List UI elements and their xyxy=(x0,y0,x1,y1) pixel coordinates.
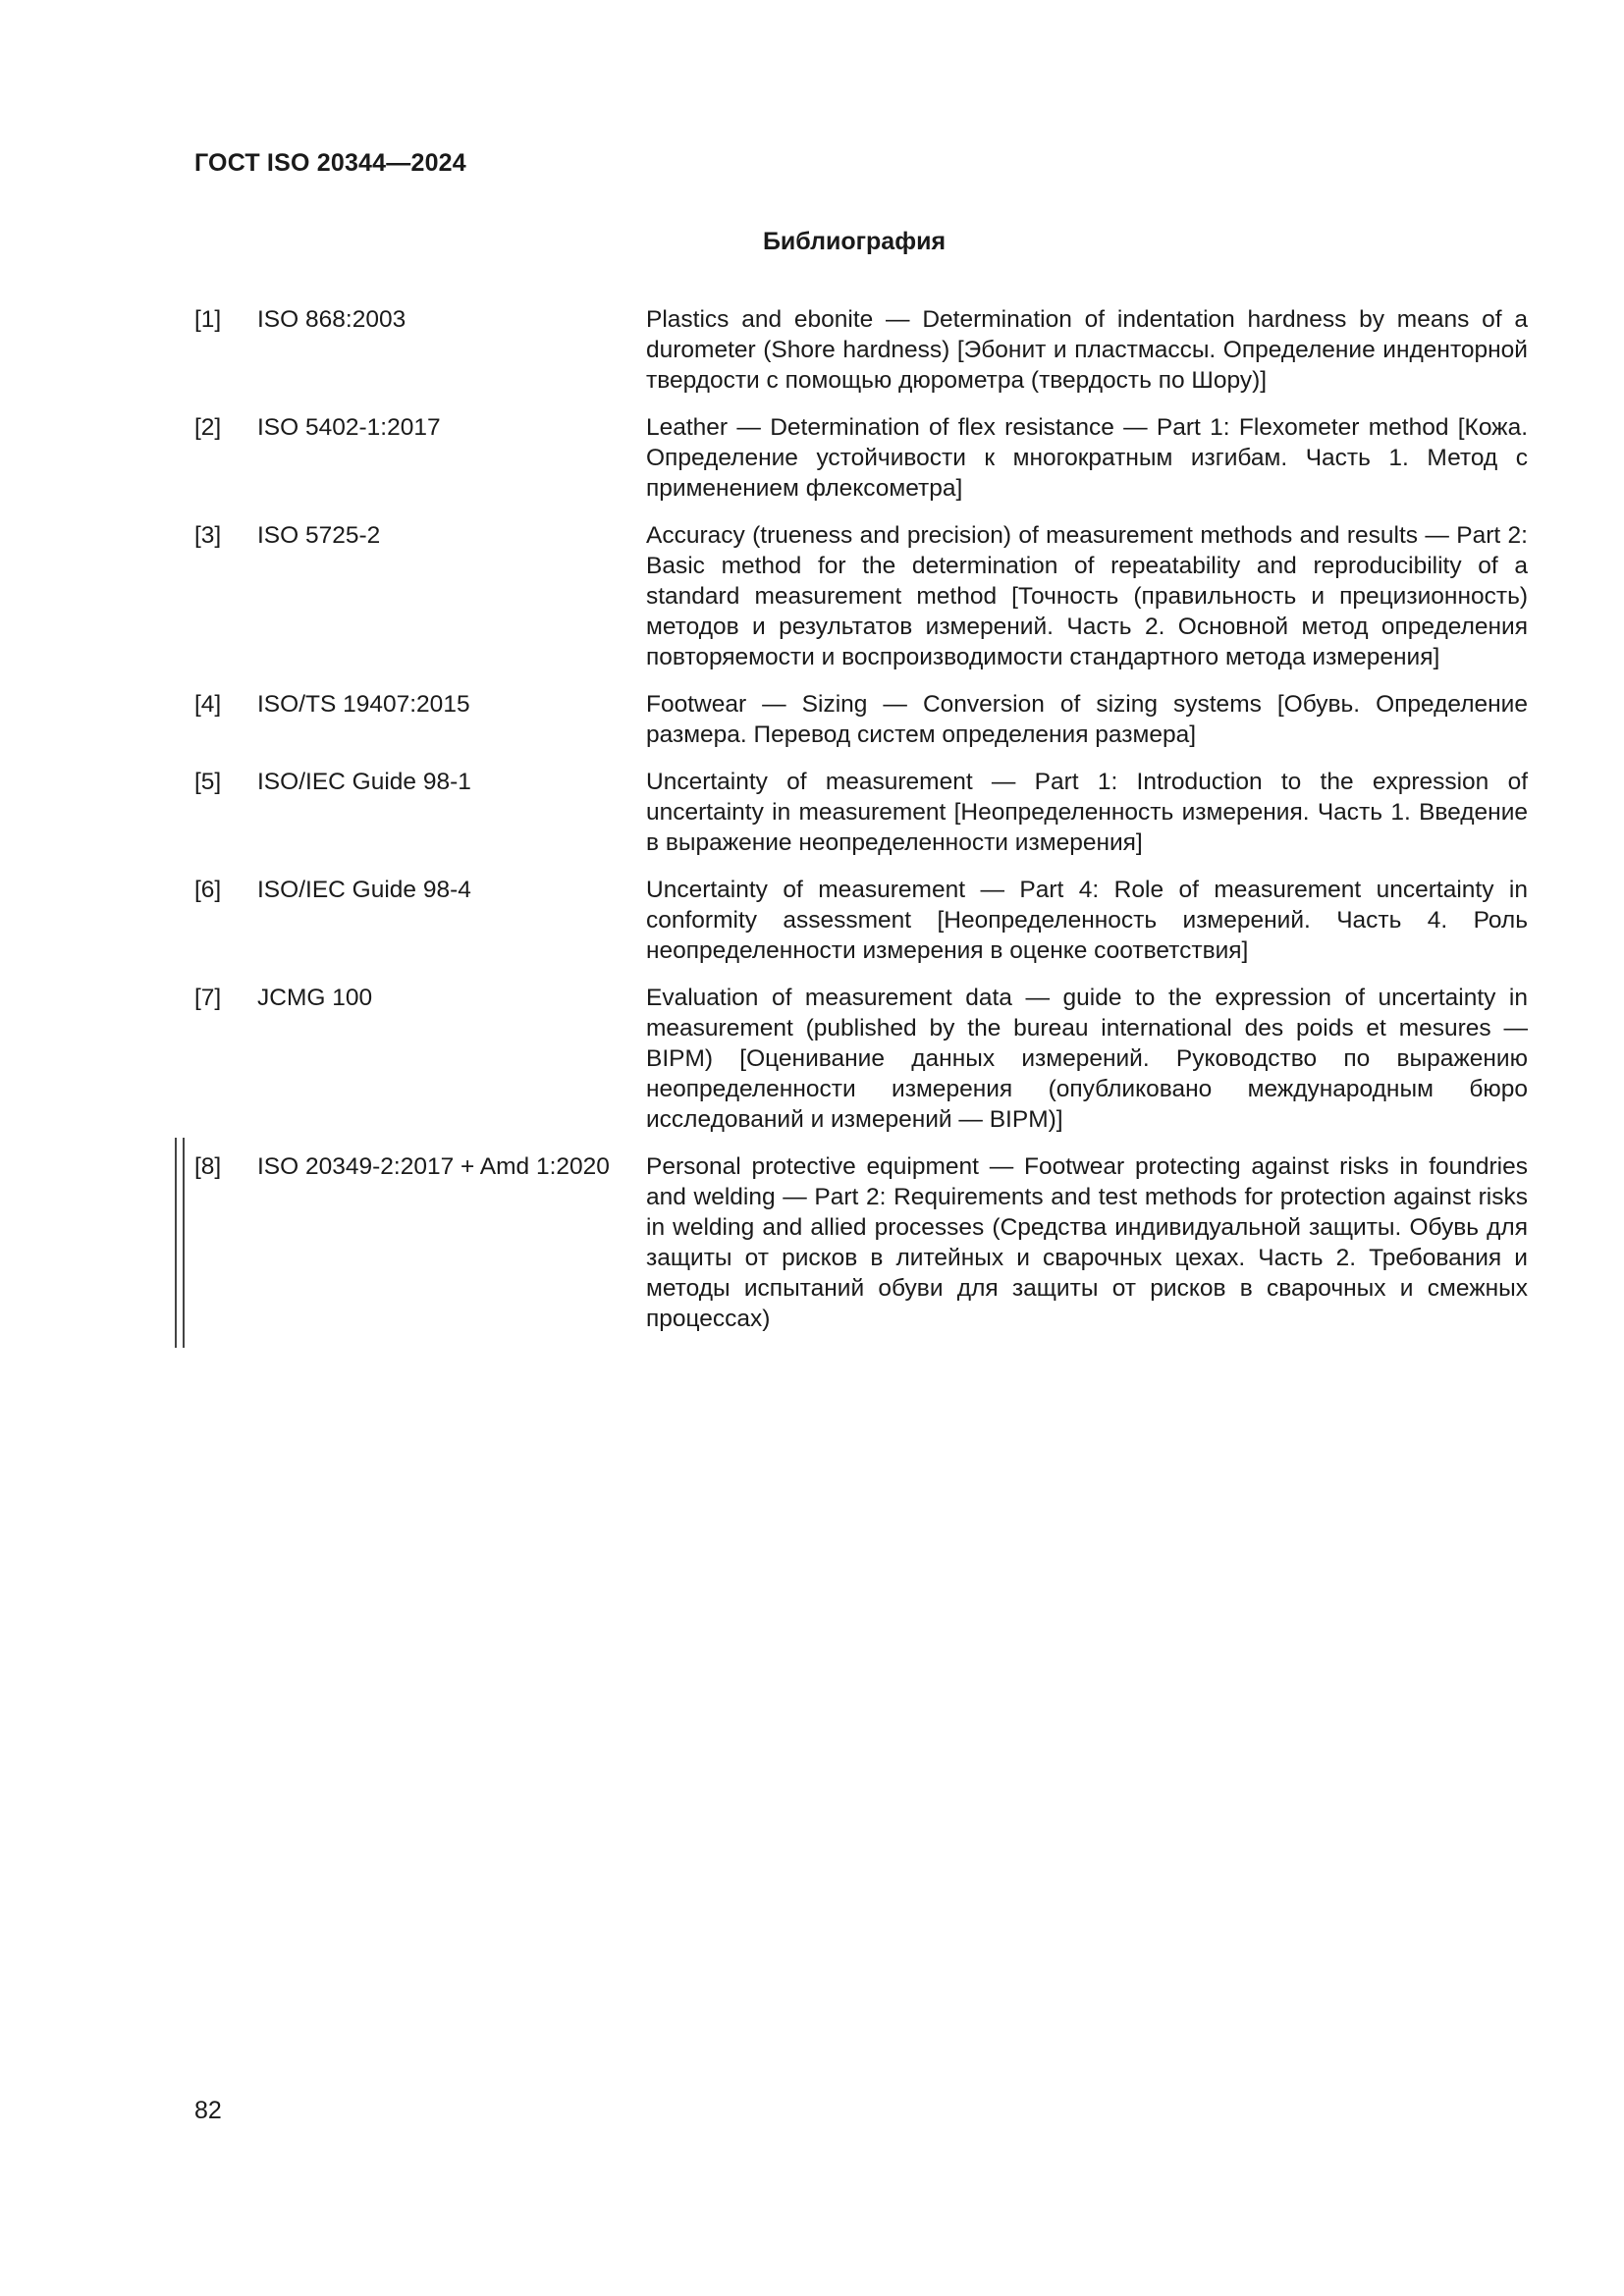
bibliography-entry xyxy=(194,983,1528,1135)
entry-number: [7] xyxy=(194,985,222,1011)
entry-code: ISO 868:2003 xyxy=(257,306,406,333)
entry-code: ISO/TS 19407:2015 xyxy=(257,691,470,718)
entry-title: Accuracy (trueness and precision) of measurement methods and results — Part 2: Basic method for the determination of repeatability and reproducibility of a standard measurement method [Точность (правильность и прецизионность) методов и результатов измерений. Часть 2. Основной метод определения повторяемости и воспроизводимости стандартного метода измерения] xyxy=(646,522,1528,670)
bibliography-entry xyxy=(194,412,1528,504)
entry-number: [4] xyxy=(194,691,222,718)
page-number: 82 xyxy=(194,2097,222,2124)
bibliography-entry xyxy=(194,875,1528,966)
entry-number: [3] xyxy=(194,522,222,549)
entry-number: [6] xyxy=(194,877,222,903)
entry-title: Uncertainty of measurement — Part 1: Introduction to the expression of uncertainty in measurement [Неопределенность измерения. Часть 1. Введение в выражение неопределенности измерения] xyxy=(646,769,1528,856)
entry-code: JCMG 100 xyxy=(257,985,373,1011)
entry-code: ISO 5725-2 xyxy=(257,522,381,549)
change-marker-bar xyxy=(175,1138,185,1348)
entry-title: Plastics and ebonite — Determination of indentation hardness by means of a durometer (Shore hardness) [Эбонит и пластмассы. Определение инденторной твердости с помощью дюрометра (твердость по Шору)] xyxy=(646,306,1528,394)
bibliography-entry xyxy=(194,767,1528,858)
entry-code: ISO/IEC Guide 98-1 xyxy=(257,769,471,795)
entry-title: Personal protective equipment — Footwear protecting against risks in foundries and welding — Part 2: Requirements and test methods for protection against risks in welding and allied processes (Средства индивидуальной защиты. Обувь для защиты от рисков в литейных и сварочных цехах. Часть 2. Требования и методы испытаний обуви для защиты от рисков в сварочных и смежных процессах) xyxy=(646,1153,1528,1332)
entry-number: [2] xyxy=(194,414,222,441)
entry-title: Leather — Determination of flex resistance — Part 1: Flexometer method [Кожа. Определение устойчивости к многократным изгибам. Часть 1. Метод с применением флексометра] xyxy=(646,414,1528,502)
entry-title: Uncertainty of measurement — Part 4: Role of measurement uncertainty in conformity assessment [Неопределенность измерений. Часть 4. Роль неопределенности измерения в оценке соответствия] xyxy=(646,877,1528,964)
bibliography-list xyxy=(194,304,1528,1351)
entry-number: [5] xyxy=(194,769,222,795)
bibliography-entry xyxy=(194,304,1528,396)
bibliography-entry xyxy=(194,520,1528,672)
entry-number: [1] xyxy=(194,306,222,333)
document-header: ГОСТ ISO 20344—2024 xyxy=(194,149,466,177)
entry-code: ISO 20349-2:2017 + Amd 1:2020 xyxy=(257,1153,610,1180)
section-title: Библиография xyxy=(762,228,947,255)
entry-title: Footwear — Sizing — Conversion of sizing systems [Обувь. Определение размера. Перевод систем определения размера] xyxy=(646,691,1528,748)
bibliography-entry xyxy=(194,689,1528,750)
bibliography-entry-amended xyxy=(194,1151,1528,1334)
entry-code: ISO 5402-1:2017 xyxy=(257,414,441,441)
entry-title: Evaluation of measurement data — guide to the expression of uncertainty in measurement (published by the bureau international des poids et mesures — BIPM) [Оценивание данных измерений. Руководство по выражению неопределенности измерения (опубликовано международным бюро исследований и измерений — BIPM)] xyxy=(646,985,1528,1133)
entry-code: ISO/IEC Guide 98-4 xyxy=(257,877,471,903)
entry-number: [8] xyxy=(194,1153,222,1180)
